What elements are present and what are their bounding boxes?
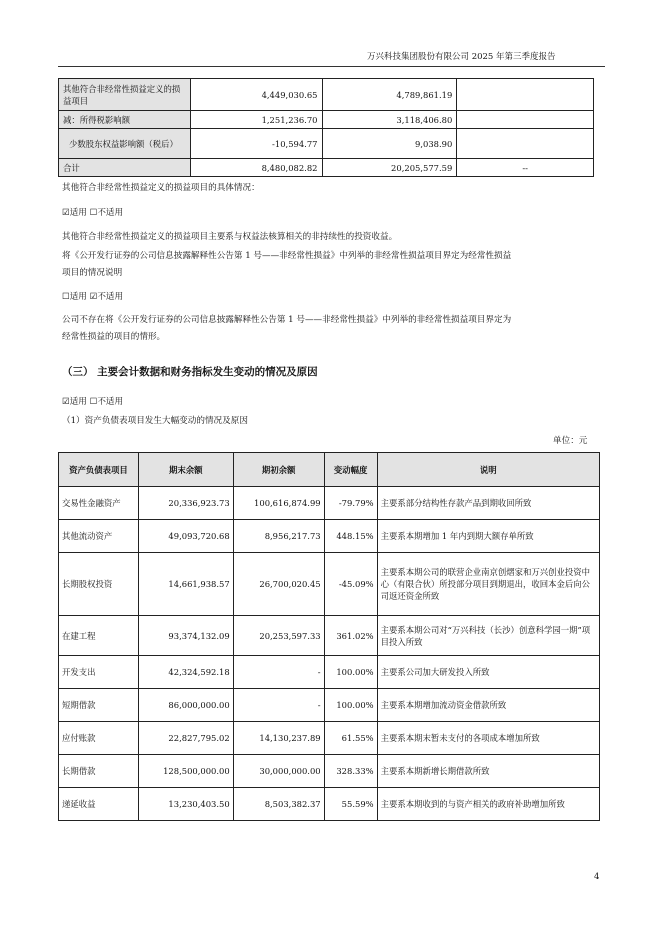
ytd-value: 20,205,577.59 [322,159,457,177]
change-rate: 55.59% [324,788,377,821]
item-name: 在建工程 [59,616,139,656]
description: 主要系公司加大研发投入所致 [377,656,599,689]
paragraph-no-case-line1: 公司不存在将《公开发行证券的公司信息披露解释性公告第 1 号——非经常性损益》中列举的非经常性损益项目界定为 [62,315,512,325]
end-balance: 128,500,000.00 [138,755,233,788]
begin-balance: 30,000,000.00 [233,755,324,788]
ytd-value: 9,038.90 [322,129,457,159]
current-value: 8,480,082.82 [190,159,322,177]
item-name: 长期股权投资 [59,553,139,616]
balance-sheet-changes-table [58,452,600,821]
row-note [457,111,594,129]
table-row [59,689,600,722]
row-label: 减：所得税影响额 [59,111,191,129]
row-note: -- [457,159,594,177]
begin-balance: - [233,656,324,689]
paragraph-no-case-line2: 经常性损益的项目的情形。 [62,332,166,342]
column-header-item: 资产负债表项目 [59,453,139,487]
ytd-value: 4,789,861.19 [322,79,457,111]
table-row [59,159,594,177]
description: 主要系本期末暂未支付的各项成本增加所致 [377,722,599,755]
begin-balance: 26,700,020.45 [233,553,324,616]
table-header-row [59,453,600,487]
description: 主要系本期增加 1 年内到期大额存单所致 [377,520,599,553]
change-rate: 361.02% [324,616,377,656]
row-label: 其他符合非经常性损益定义的损益项目 [59,79,191,111]
end-balance: 20,336,923.73 [138,487,233,520]
row-note [457,79,594,111]
table-row [59,616,600,656]
description: 主要系本期收到的与资产相关的政府补助增加所致 [377,788,599,821]
paragraph-classification-line1: 将《公开发行证券的公司信息披露解释性公告第 1 号——非经常性损益》中列举的非经常性损益项目界定为经常性损益 [62,251,512,261]
row-note [457,129,594,159]
paragraph-other-items-detail: 其他符合非经常性损益定义的损益项目主要系与权益法核算相关的非持续性的投资收益。 [62,232,398,242]
column-header-end: 期末余额 [138,453,233,487]
applicable-checkbox-2[interactable]: ☐适用 ☑不适用 [62,292,124,302]
begin-balance: 14,130,237.89 [233,722,324,755]
item-name: 应付账款 [59,722,139,755]
table-row [59,111,594,129]
description: 主要系本期公司对“万兴科技（长沙）创意科学园一期”项目投入所致 [377,616,599,656]
change-rate: -45.09% [324,553,377,616]
description: 主要系本期新增长期借款所致 [377,755,599,788]
column-header-begin: 期初余额 [233,453,324,487]
table-row [59,722,600,755]
table-row [59,788,600,821]
end-balance: 49,093,720.68 [138,520,233,553]
begin-balance: 8,956,217.73 [233,520,324,553]
table-row [59,487,600,520]
change-rate: 61.55% [324,722,377,755]
end-balance: 14,661,938.57 [138,553,233,616]
row-label: 合计 [59,159,191,177]
table-row [59,129,594,159]
begin-balance: 20,253,597.33 [233,616,324,656]
unit-label: 单位：元 [553,436,588,446]
end-balance: 86,000,000.00 [138,689,233,722]
non-recurring-items-table [58,78,594,177]
table-row [59,553,600,616]
item-name: 交易性金融资产 [59,487,139,520]
item-name: 递延收益 [59,788,139,821]
description: 主要系部分结构性存款产品到期收回所致 [377,487,599,520]
begin-balance: 8,503,382.37 [233,788,324,821]
change-rate: 100.00% [324,656,377,689]
change-rate: -79.79% [324,487,377,520]
begin-balance: 100,616,874.99 [233,487,324,520]
item-name: 短期借款 [59,689,139,722]
report-header-title: 万兴科技集团股份有限公司 2025 年第三季度报告 [367,52,556,62]
header-divider [58,66,605,67]
item-name: 开发支出 [59,656,139,689]
current-value: -10,594.77 [190,129,322,159]
applicable-checkbox-3[interactable]: ☑适用 ☐不适用 [62,397,124,407]
end-balance: 93,374,132.09 [138,616,233,656]
change-rate: 328.33% [324,755,377,788]
item-name: 长期借款 [59,755,139,788]
section-title: （三） 主要会计数据和财务指标发生变动的情况及原因 [62,366,318,378]
applicable-checkbox-1[interactable]: ☑适用 ☐不适用 [62,208,124,218]
description: 主要系本期增加流动资金借款所致 [377,689,599,722]
end-balance: 13,230,403.50 [138,788,233,821]
paragraph-classification-line2: 项目的情况说明 [62,268,123,278]
description: 主要系本期公司的联营企业南京创熠家和万兴创业投资中心（有限合伙）所投部分项目到期退出，收回本金后向公司返还资金所致 [377,553,599,616]
column-header-desc: 说明 [377,453,599,487]
table-row [59,656,600,689]
begin-balance: - [233,689,324,722]
end-balance: 42,324,592.18 [138,656,233,689]
current-value: 1,251,236.70 [190,111,322,129]
page-number: 4 [594,872,600,882]
subsection-title: （1）资产负债表项目发生大幅变动的情况及原因 [62,416,248,426]
paragraph-other-items-title: 其他符合非经常性损益定义的损益项目的具体情况： [62,183,260,193]
change-rate: 448.15% [324,520,377,553]
table-row [59,79,594,111]
end-balance: 22,827,795.02 [138,722,233,755]
table-row [59,520,600,553]
change-rate: 100.00% [324,689,377,722]
table-row [59,755,600,788]
ytd-value: 3,118,406.80 [322,111,457,129]
column-header-change: 变动幅度 [324,453,377,487]
current-value: 4,449,030.65 [190,79,322,111]
row-label: 少数股东权益影响额（税后） [59,129,191,159]
item-name: 其他流动资产 [59,520,139,553]
